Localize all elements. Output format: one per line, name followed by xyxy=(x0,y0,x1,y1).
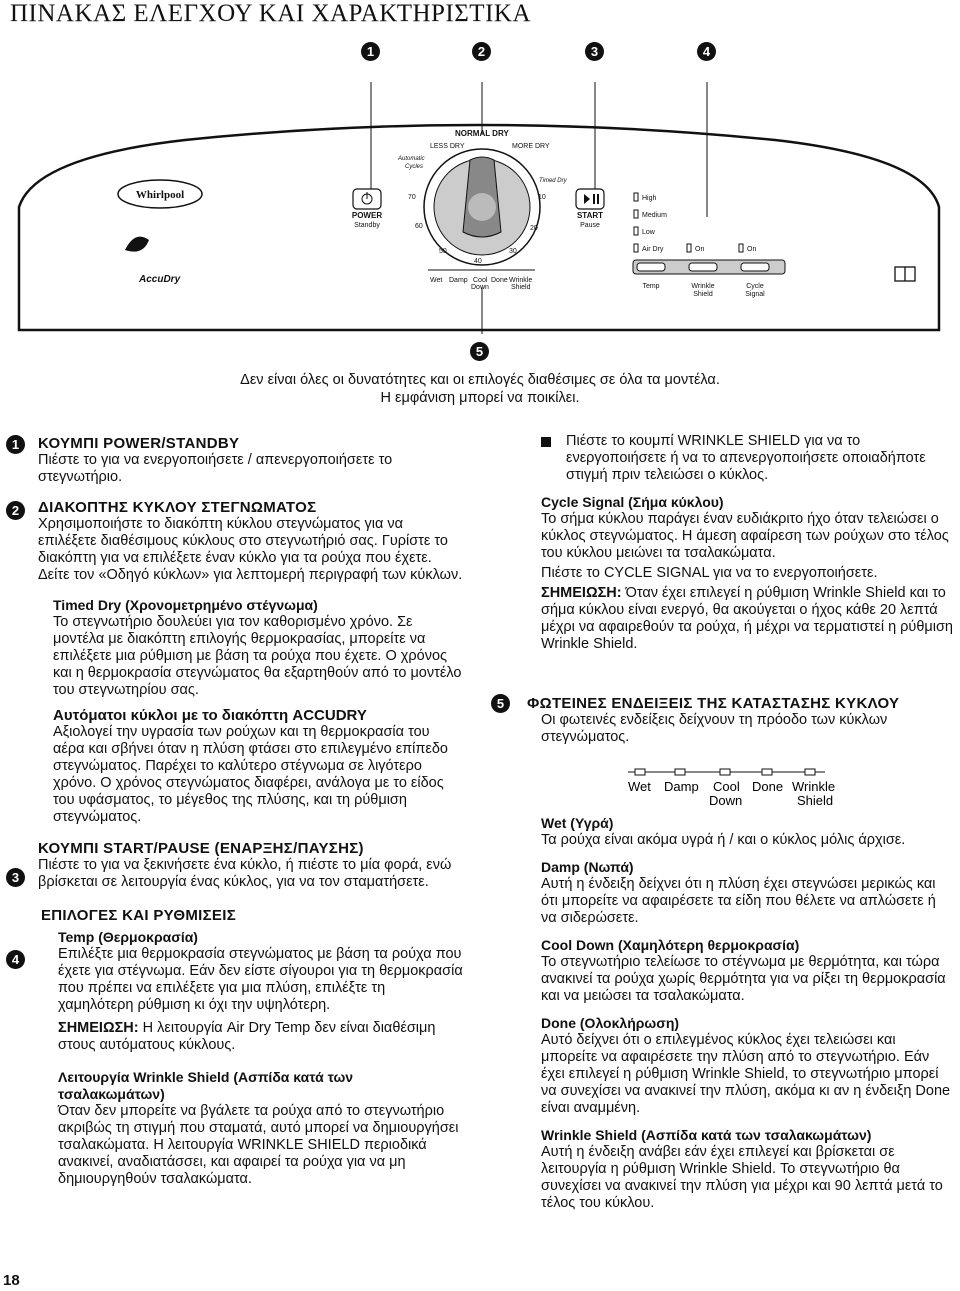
status-wet: Wet xyxy=(430,277,443,284)
page-title: ΠΙΝΑΚΑΣ ΕΛΕΓΧΟΥ ΚΑΙ ΧΑΡΑΚΤΗΡΙΣΤΙΚΑ xyxy=(10,0,532,27)
section-2-marker: 2 xyxy=(6,501,25,520)
callout-5: 5 xyxy=(470,342,489,361)
temp-low: Low xyxy=(642,229,655,236)
status-done: Done xyxy=(491,277,508,284)
power-section-title: ΚΟΥΜΠΙ POWER/STANDBY xyxy=(38,435,240,452)
timed-dry-label: Timed Dry xyxy=(539,178,567,184)
wrinkle-shield-status-title: Wrinkle Shield (Ασπίδα κατά των τσαλακωμάτων) xyxy=(541,1127,872,1143)
status-section xyxy=(527,695,953,746)
dial-20: 20 xyxy=(530,225,538,232)
section-5-marker: 5 xyxy=(491,694,510,713)
diagram-wet: Wet xyxy=(628,779,651,794)
less-dry-label: LESS DRY xyxy=(430,143,465,150)
more-dry-label: MORE DRY xyxy=(512,143,550,150)
callout-2: 2 xyxy=(472,42,491,61)
wet-title: Wet (Υγρά) xyxy=(541,815,614,831)
temp-button[interactable] xyxy=(637,263,665,271)
dial-10: 10 xyxy=(538,194,546,201)
pause-label: Pause xyxy=(580,222,600,229)
diagram-damp: Damp xyxy=(664,779,699,794)
dial-section-title: ΔΙΑΚΟΠΤΗΣ ΚΥΚΛΟΥ ΣΤΕΓΝΩΜΑΤΟΣ xyxy=(38,499,317,516)
cycle-note-label: ΣΗΜΕΙΩΣΗ: xyxy=(541,585,622,601)
section-1-marker: 1 xyxy=(6,435,25,454)
manual-book-icon xyxy=(895,267,915,281)
power-label: POWER xyxy=(351,211,383,220)
status-descriptions xyxy=(541,815,953,1212)
wrinkle-shield-button[interactable] xyxy=(689,263,717,271)
normal-dry-label: NORMAL DRY xyxy=(455,129,509,138)
diagram-cool: Cool xyxy=(713,779,740,794)
wrinkle-shield-status-text: Αυτή η ένδειξη ανάβει εάν έχει επιλεγεί και βρίσκεται σε λειτουργία η ρύθμιση Wrinkle Shield. Το στεγνωτήριο θα συνεχίσει να ανακινεί την πλύση για μέχρι και 90 λεπτά μετά το τέλος του κύκλου. xyxy=(541,1144,943,1211)
accudry-text: Αξιολογεί την υγρασία των ρούχων και τη θερμοκρασία του αέρα και σβήνει όταν η πλύση φτάσει στο επιλεγμένο επίπεδο στεγνώματος. Παρέχει το καλύτερο στέγνωμα σε λιγότερο χρόνο. Ο χρόνος στεγνώματος διαφέρει, ανάλογα με το είδος του υφάσματος, το μέγεθος της πλύσης, και τη ρύθμιση στεγνώματος. xyxy=(53,724,448,825)
btn-cycle-label: Cycle xyxy=(746,283,764,290)
status-wrinkle: Wrinkle xyxy=(509,277,533,284)
temp-high: High xyxy=(642,195,657,202)
options-section-title: ΕΠΙΛΟΓΕΣ ΚΑΙ ΡΥΘΜΙΣΕΙΣ xyxy=(41,907,237,924)
standby-label: Standby xyxy=(354,222,380,229)
accudry-text: AccuDry xyxy=(139,274,181,285)
bullet-square xyxy=(541,437,551,447)
dial-60: 60 xyxy=(415,223,423,230)
signal-on: On xyxy=(747,246,757,253)
wrinkle-shield-title: Λειτουργία Wrinkle Shield (Ασπίδα κατά των τσαλακωμάτων) xyxy=(58,1069,354,1102)
temp-note-text: Η λειτουργία Air Dry Temp δεν είναι διαθέσιμη στους αυτόματους κύκλους. xyxy=(58,1020,436,1053)
status-section-text: Οι φωτεινές ενδείξεις δείχνουν τη πρόοδο των κύκλων στεγνώματος. xyxy=(541,712,888,745)
dial-30: 30 xyxy=(509,248,517,255)
cycles-label: Cycles xyxy=(405,164,424,170)
callout-4: 4 xyxy=(697,42,716,61)
page-number: 18 xyxy=(3,1272,20,1289)
accudry-title: Αυτόματοι κύκλοι με το διακόπτη ACCUDRY xyxy=(53,707,367,724)
wet-text: Τα ρούχα είναι ακόμα υγρά ή / και ο κύκλος μόλις άρχισε. xyxy=(541,832,906,848)
cycle-signal-button[interactable] xyxy=(741,263,769,271)
availability-note: Δεν είναι όλες οι δυνατότητες και οι επιλογές διαθέσιμες σε όλα τα μοντέλα. xyxy=(240,372,720,388)
whirlpool-logo xyxy=(118,180,202,208)
dial-section-text: Χρησιμοποιήστε το διακόπτη κύκλου στεγνώματος για να επιλέξετε διαθέσιμους κύκλους στο στεγνωτήριό σας. Γυρίστε το διακόπτη για να επιλέξετε έναν κύκλο για τα ρούχα που έχετε. Δείτε τον «Οδηγό κύκλων» για λεπτομερή περιγραφή των κύκλων. xyxy=(38,516,463,583)
left-column xyxy=(38,435,463,1188)
temp-medium: Medium xyxy=(642,212,667,219)
btn-wrinkle-label: Wrinkle xyxy=(691,283,715,290)
status-section-title: ΦΩΤΕΙΝΕΣ ΕΝΔΕΙΞΕΙΣ ΤΗΣ ΚΑΤΑΣΤΑΣΗΣ ΚΥΚΛΟΥ xyxy=(527,695,900,712)
start-pause-button[interactable] xyxy=(576,189,604,209)
power-button[interactable] xyxy=(353,189,381,209)
appearance-note: Η εμφάνιση μπορεί να ποικίλει. xyxy=(380,390,580,406)
status-down: Down xyxy=(471,284,489,291)
power-section-text: Πιέστε το για να ενεργοποιήσετε / απενεργοποιήσετε το στεγνωτήριο. xyxy=(38,452,393,485)
right-column xyxy=(541,433,953,653)
status-cool: Cool xyxy=(473,277,488,284)
temp-text: Επιλέξτε μια θερμοκρασία στεγνώματος με βάση τα ρούχα που έχετε για στέγνωμα. Εάν δεν είστε σίγουροι για τη θερμοκρασία που πρέπει να επιλέξετε για μια πλύση, επιλέξτε τη χαμηλότερη ρύθμιση κι όχι την υψηλότερη. xyxy=(58,946,463,1013)
status-lights-diagram xyxy=(620,760,850,810)
temp-note-label: ΣΗΜΕΙΩΣΗ: xyxy=(58,1020,139,1036)
status-damp: Damp xyxy=(449,277,468,284)
done-text: Αυτό δείχνει ότι ο επιλεγμένος κύκλος έχει τελειώσει και μπορείτε να αφαιρέσετε την πλύση από το στεγνωτήριο. Εάν έχει επιλεγεί η ρύθμιση Wrinkle Shield, το στεγνωτήριο μπορεί να συνεχίσει να ανακινεί την πλύση, ακόμα κι αν η ένδειξη Done είναι αναμμένη. xyxy=(541,1032,951,1116)
cool-down-title: Cool Down (Χαμηλότερη θερμοκρασία) xyxy=(541,937,800,953)
damp-title: Damp (Νωπά) xyxy=(541,859,634,875)
wrinkle-on: On xyxy=(695,246,705,253)
damp-text: Αυτή η ένδειξη δείχνει ότι η πλύση έχει στεγνώσει μερικώς και ότι μπορείτε να αφαιρέσετε τα είδη που θέλετε να απλώσετε ή να σιδερώσετε. xyxy=(541,876,936,926)
control-panel-illustration xyxy=(15,82,943,334)
start-section-text: Πιέστε το για να ξεκινήσετε ένα κύκλο, ή πιέστε το μία φορά, ενώ βρίσκεται σε λειτουργία ένας κύκλος, για να τον σταματήσετε. xyxy=(38,857,452,890)
diagram-wrinkle: Wrinkle xyxy=(792,779,836,794)
cycle-note-text: Όταν έχει επιλεγεί η ρύθμιση Wrinkle Shield και το σήμα κύκλου είναι ενεργό, θα ακούγεται ο ήχος κάθε 20 λεπτά μέχρι να αφαιρεθούν τα ρούχα, ή μέχρι να τερματιστεί η ρύθμιση Wrinkle Shield. xyxy=(541,585,953,652)
btn-signal-label: Signal xyxy=(745,291,765,298)
cycle-signal-text2: Πιέστε το CYCLE SIGNAL για να το ενεργοποιήσετε. xyxy=(541,565,878,581)
temp-air-dry: Air Dry xyxy=(642,246,664,253)
callout-3: 3 xyxy=(585,42,604,61)
diagram-shield: Shield xyxy=(797,793,834,808)
cool-down-text: Το στεγνωτήριο τελείωσε το στέγνωμα με θερμότητα, και τώρα ανακινεί τα ρούχα χωρίς θερμότητα για να ρίξει τη θερμοκρασία και να μειώσει τα τσαλακώματα. xyxy=(541,954,946,1004)
section-4-marker: 4 xyxy=(6,950,25,969)
btn-temp-label: Temp xyxy=(642,283,660,290)
wrinkle-bullet-text: Πιέστε το κουμπί WRINKLE SHIELD για να το ενεργοποιήσετε ή να το απενεργοποιήσετε οποιαδήποτε στιγμή πριν τελειώσει ο κύκλος. xyxy=(566,433,926,483)
start-label: START xyxy=(576,211,604,220)
status-shield: Shield xyxy=(511,284,531,291)
start-section-title: ΚΟΥΜΠΙ START/PAUSE (ΕΝΑΡΞΗΣ/ΠΑΥΣΗΣ) xyxy=(38,840,364,857)
timed-dry-title: Timed Dry (Χρονομετρημένο στέγνωμα) xyxy=(53,597,318,613)
cycle-signal-text: Το σήμα κύκλου παράγει έναν ευδιάκριτο ήχο όταν τελειώσει ο κύκλος στεγνώματος. Η άμεση αφαίρεση των ρούχων στο τέλος του κύκλου μειώνει τα τσαλακώματα. xyxy=(541,511,949,561)
timed-dry-text: Το στεγνωτήριο δουλεύει για τον καθορισμένο χρόνο. Σε μοντέλα με διακόπτη επιλογής θερμοκρασίας, μπορείτε να επιλέξετε μια ρύθμιση με βάση τα ρούχα που έχετε. Ο χρόνος και η θερμοκρασία στεγνώματος θα εξαρτηθούν από το μοντέλο του στεγνωτηρίου σας. xyxy=(53,614,462,698)
automatic-label: Automatic xyxy=(398,156,425,162)
temp-title: Temp (Θερμοκρασία) xyxy=(58,929,198,945)
section-3-marker: 3 xyxy=(6,868,25,887)
brand-text: Whirlpool xyxy=(135,189,185,201)
cycle-signal-title: Cycle Signal (Σήμα κύκλου) xyxy=(541,494,724,510)
callout-1: 1 xyxy=(361,42,380,61)
done-title: Done (Ολοκλήρωση) xyxy=(541,1015,680,1031)
btn-shield-label: Shield xyxy=(693,291,713,298)
dial-70: 70 xyxy=(408,194,416,201)
diagram-done: Done xyxy=(752,779,784,794)
diagram-down: Down xyxy=(709,793,743,808)
dial-40: 40 xyxy=(474,258,482,265)
wrinkle-shield-text: Όταν δεν μπορείτε να βγάλετε τα ρούχα από το στεγνωτήριο ακριβώς τη στιγμή που σταματά, αυτό μπορεί να δημιουργήσει τσαλακώματα. Η λειτουργία WRINKLE SHIELD περιοδικά ανακινεί, αναδιατάσσει, και αφαιρεί τα ρούχα για να μη δημιουργηθούν τσαλακώματα. xyxy=(58,1103,459,1187)
dial-50: 50 xyxy=(439,248,447,255)
